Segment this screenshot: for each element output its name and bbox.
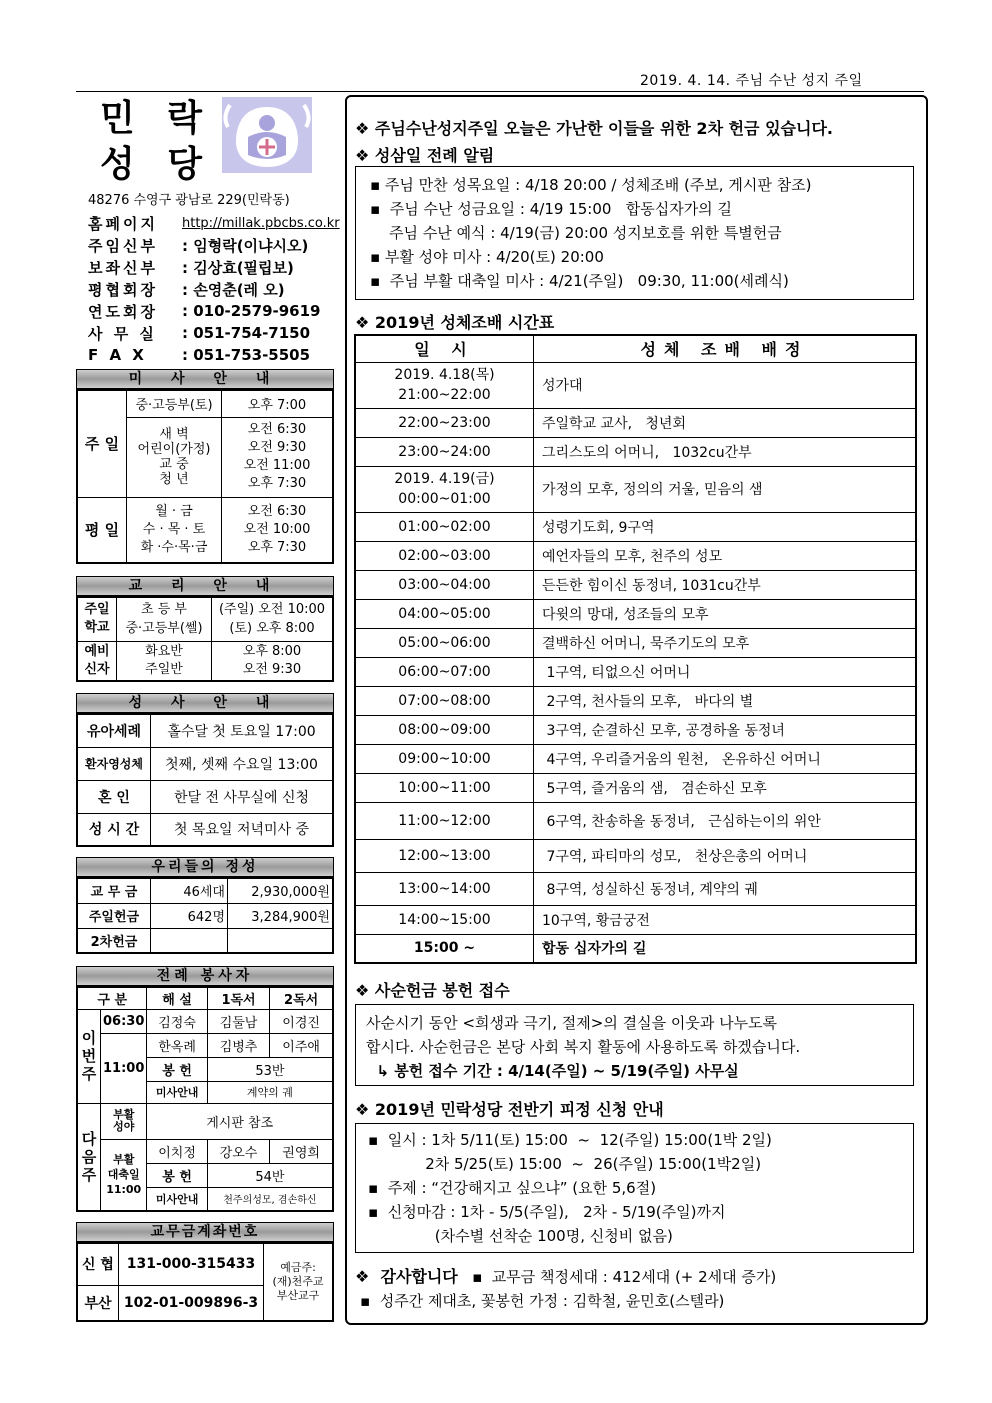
notice-second-collection: ❖ 주님수난성지주일 오늘은 가난한 이들을 위한 2차 헌금 있습니다. [355, 119, 833, 138]
server-cell: 53반 [207, 1057, 333, 1081]
mass-title: 미 사 안 내 [76, 369, 334, 389]
sacrament-title: 성 사 안 내 [76, 693, 334, 713]
homepage-link[interactable]: http://millak.pbcbs.co.kr [182, 215, 340, 231]
church-logo-icon [222, 97, 312, 173]
schedule-assignment: 다윗의 망대, 성조들의 모후 [534, 599, 917, 628]
schedule-assignment: 2구역, 천사들의 모후, 바다의 별 [534, 686, 917, 715]
mass-time: 오전 6:30 오전 10:00 오후 7:30 [222, 497, 334, 563]
church-name-line1: 민 락 [100, 98, 213, 139]
schedule-assignment: 가정의 모후, 정의의 거울, 믿음의 샘 [534, 466, 917, 512]
schedule-time: 22:00~23:00 [355, 408, 534, 437]
bank-name: 신 협 [77, 1243, 119, 1285]
mass-name: 새 벽 어린이(가정) 교 중 청 년 [127, 417, 222, 497]
server-cell: 김둘남 [207, 1009, 269, 1033]
liturgy-item: ▪ 주님 부활 대축일 미사 : 4/21(주일) 09:30, 11:00(세례식) [370, 272, 789, 290]
server-cell: 계약의 궤 [207, 1081, 333, 1103]
server-cell: 게시판 참조 [147, 1103, 333, 1139]
liturgy-item: ▪ 주님 수난 성금요일 : 4/19 15:00 합동십자가의 길 [370, 200, 732, 218]
schedule-assignment: 1구역, 티없으신 어머니 [534, 657, 917, 686]
sacrament-key: 혼 인 [77, 780, 151, 813]
schedule-heading: ❖ 2019년 성체조배 시간표 [355, 313, 555, 332]
doctrine-group: 주일 학교 [77, 597, 117, 641]
server-cell: 이경진 [270, 1009, 333, 1033]
schedule-assignment: 결백하신 어머니, 묵주기도의 모후 [534, 628, 917, 657]
thanks-heading: ❖ 감사합니다 [355, 1267, 458, 1286]
sacrament-key: 성 시 간 [77, 813, 151, 846]
liturgy-item: ▪ 부활 성야 미사 : 4/20(토) 20:00 [370, 248, 604, 266]
schedule-assignment: 10구역, 황금궁전 [534, 905, 917, 934]
schedule-time: 03:00~04:00 [355, 570, 534, 599]
info-row-council [88, 278, 346, 300]
info-row-assistant [88, 256, 346, 278]
parish-info [88, 189, 346, 366]
offering-count [151, 928, 228, 953]
schedule-time: 12:00~13:00 [355, 839, 534, 872]
server-role: 봉 헌 [147, 1163, 207, 1187]
schedule-assignment: 5구역, 즐거움의 샘, 겸손하신 모후 [534, 773, 917, 802]
sacrament-value: 첫째, 셋째 수요일 13:00 [151, 747, 334, 780]
info-value: : 손영춘(레 오) [182, 280, 285, 299]
retreat-line: ▪ 신청마감 : 1차 - 5/5(주일), 2차 - 5/19(주일)까지 [368, 1203, 726, 1221]
info-value: : 김상효(필립보) [182, 258, 294, 277]
this-week-label: 이 번 주 [77, 1009, 101, 1103]
schedule-assignment: 8구역, 성실하신 동정녀, 계약의 궤 [534, 872, 917, 905]
schedule-assignment: 예언자들의 모후, 천주의 성모 [534, 541, 917, 570]
info-key: 사 무 실 [88, 324, 157, 343]
info-value: : 051-753-5505 [182, 346, 311, 364]
retreat-line: ▪ 일시 : 1차 5/11(토) 15:00 ~ 12(주일) 15:00(1박 2일) [368, 1131, 772, 1149]
schedule-head: 일 시 [355, 335, 534, 362]
account-number: 102-01-009896-3 [119, 1285, 264, 1321]
servers-section [76, 966, 334, 1212]
schedule-time: 2019. 4.19(금) 00:00~01:00 [355, 466, 534, 512]
info-value: : 010-2579-9619 [182, 302, 321, 320]
schedule-time: 08:00~09:00 [355, 715, 534, 744]
schedule-assignment: 3구역, 순결하신 모후, 공경하올 동정녀 [534, 715, 917, 744]
sacrament-value: 한달 전 사무실에 신청 [151, 780, 334, 813]
schedule-head: 성체 조배 배정 [534, 335, 917, 362]
mass-name: 월 · 금 수 · 목 · 토 화 ·수·목·금 [127, 497, 222, 563]
mass-name: 중·고등부(토) [127, 390, 222, 417]
liturgy-box [355, 166, 914, 300]
sacrament-key: 환자영성체 [77, 747, 151, 780]
liturgy-item: 주님 수난 예식 : 4/19(금) 20:00 성지보호를 위한 특별헌금 [370, 224, 782, 242]
weekday-label: 평 일 [77, 497, 127, 563]
adoration-schedule-table [354, 334, 917, 964]
schedule-assignment: 주일학교 교사, 청년회 [534, 408, 917, 437]
server-cell: 김병추 [207, 1033, 269, 1057]
liturgy-item: ▪ 주님 만찬 성목요일 : 4/18 20:00 / 성체조배 (주보, 게시판 참조) [370, 176, 812, 194]
next-week-label: 다 음 주 [77, 1103, 101, 1211]
bulletin-date: 2019. 4. 14. 주님 수난 성지 주일 [640, 73, 863, 89]
schedule-time: 07:00~08:00 [355, 686, 534, 715]
schedule-time: 2019. 4.18(목) 21:00~22:00 [355, 362, 534, 408]
info-value: : 임형락(이냐시오) [182, 236, 309, 255]
server-cell: 권영희 [270, 1139, 333, 1163]
server-cell: 이주애 [270, 1033, 333, 1057]
mass-section [76, 369, 334, 564]
schedule-assignment: 성가대 [534, 362, 917, 408]
schedule-assignment: 그리스도의 어머니, 1032cu간부 [534, 437, 917, 466]
doctrine-time: 오후 8:00 오전 9:30 [212, 641, 334, 681]
servers-title: 전례 봉사자 [76, 966, 334, 986]
mass-time: 오후 7:00 [222, 390, 334, 417]
thanks-item: ▪ 성주간 제대초, 꽃봉헌 가정 : 김학철, 윤민호(스텔라) [360, 1292, 725, 1310]
account-number: 131-000-315433 [119, 1243, 264, 1285]
lent-heading: ❖ 사순헌금 봉헌 접수 [355, 981, 510, 1000]
info-key: 주임신부 [88, 236, 158, 255]
doctrine-time: (주일) 오전 10:00 (토) 오후 8:00 [212, 597, 334, 641]
account-title: 교무금계좌번호 [76, 1222, 334, 1242]
info-row-homepage [88, 212, 346, 234]
server-cell: 천주의성모, 겸손하신 [207, 1187, 333, 1211]
info-row-funeral [88, 300, 346, 322]
server-role: 봉 헌 [147, 1057, 207, 1081]
schedule-time: 14:00~15:00 [355, 905, 534, 934]
schedule-assignment: 4구역, 우리즐거움의 원천, 온유하신 어머니 [534, 744, 917, 773]
offering-amount: 2,930,000원 [228, 878, 334, 903]
retreat-line: ▪ 주제 : “건강해지고 싶으냐” (요한 5,6절) [368, 1179, 657, 1197]
retreat-line: 2차 5/25(토) 15:00 ~ 26(주일) 15:00(1박2일) [368, 1155, 762, 1173]
retreat-line: (차수별 선착순 100명, 신청비 없음) [368, 1227, 673, 1245]
server-role: 미사안내 [147, 1187, 207, 1211]
lent-period: ↳ 봉헌 접수 기간 : 4/14(주일) ~ 5/19(주일) 사무실 [366, 1062, 739, 1080]
offering-title: 우리들의 정성 [76, 857, 334, 877]
bank-name: 부산 [77, 1285, 119, 1321]
schedule-time: 02:00~03:00 [355, 541, 534, 570]
server-role: 미사안내 [147, 1081, 207, 1103]
info-key: 홈페이지 [88, 214, 158, 233]
servers-head: 구 분 [77, 987, 147, 1009]
offering-count: 46세대 [151, 878, 228, 903]
church-name [100, 96, 212, 188]
sacrament-key: 유아세례 [77, 714, 151, 747]
mass-time: 오전 6:30 오전 9:30 오전 11:00 오후 7:30 [222, 417, 334, 497]
server-cell: 김정숙 [147, 1009, 207, 1033]
church-name-line2: 성 당 [100, 144, 213, 185]
account-holder: 예금주: (재)천주교 부산교구 [264, 1243, 334, 1321]
server-time: 부활 대축일 11:00 [101, 1139, 147, 1211]
info-key: F A X [88, 346, 147, 364]
sunday-label: 주 일 [77, 390, 127, 497]
schedule-assignment: 7구역, 파티마의 성모, 천상은총의 어머니 [534, 839, 917, 872]
doctrine-section [76, 576, 334, 682]
schedule-time: 15:00 ~ [355, 934, 534, 963]
schedule-time: 10:00~11:00 [355, 773, 534, 802]
lent-box [355, 1004, 914, 1086]
offering-count: 642명 [151, 903, 228, 928]
schedule-time: 06:00~07:00 [355, 657, 534, 686]
schedule-time: 23:00~24:00 [355, 437, 534, 466]
offering-amount: 3,284,900원 [228, 903, 334, 928]
schedule-time: 09:00~10:00 [355, 744, 534, 773]
parish-address: 48276 수영구 광남로 229(민락동) [88, 193, 290, 208]
thanks-item: ▪ 교무금 책정세대 : 412세대 (+ 2세대 증가) [472, 1268, 777, 1286]
offering-section [76, 857, 334, 954]
schedule-assignment: 성령기도회, 9구역 [534, 512, 917, 541]
schedule-time: 13:00~14:00 [355, 872, 534, 905]
server-cell: 한옥례 [147, 1033, 207, 1057]
offering-key: 교 무 금 [77, 878, 151, 903]
offering-key: 주일헌금 [77, 903, 151, 928]
doctrine-title: 교 리 안 내 [76, 576, 334, 596]
doctrine-name: 초 등 부 중·고등부(쎌) [117, 597, 212, 641]
header-rule [76, 91, 924, 92]
retreat-box [355, 1123, 914, 1253]
lent-line: 합시다. 사순헌금은 본당 사회 복지 활동에 사용하도록 하겠습니다. [366, 1038, 801, 1056]
server-cell: 강오수 [207, 1139, 269, 1163]
schedule-assignment: 합동 십자가의 길 [534, 934, 917, 963]
doctrine-name: 화요반 주일반 [117, 641, 212, 681]
schedule-time: 01:00~02:00 [355, 512, 534, 541]
info-value: : 051-754-7150 [182, 324, 311, 342]
retreat-heading: ❖ 2019년 민락성당 전반기 피정 신청 안내 [355, 1100, 664, 1119]
schedule-time: 04:00~05:00 [355, 599, 534, 628]
sacrament-value: 첫 목요일 저녁미사 중 [151, 813, 334, 846]
schedule-assignment: 6구역, 찬송하올 동정녀, 근심하는이의 위안 [534, 802, 917, 839]
thanks-line [355, 1264, 776, 1287]
servers-head: 2독서 [270, 987, 333, 1009]
info-row-fax [88, 344, 346, 366]
info-key: 보좌신부 [88, 258, 158, 277]
server-cell: 54반 [207, 1163, 333, 1187]
schedule-time: 11:00~12:00 [355, 802, 534, 839]
server-time: 11:00 [101, 1033, 147, 1103]
info-row-office [88, 322, 346, 344]
schedule-time: 05:00~06:00 [355, 628, 534, 657]
server-time: 부활 성야 [101, 1103, 147, 1139]
server-time: 06:30 [101, 1009, 147, 1033]
servers-head: 1독서 [207, 987, 269, 1009]
lent-line: 사순시기 동안 <희생과 극기, 절제>의 결실을 이웃과 나누도록 [366, 1014, 778, 1032]
server-cell: 이치정 [147, 1139, 207, 1163]
sacrament-section [76, 693, 334, 847]
info-key: 평협회장 [88, 280, 158, 299]
doctrine-group: 예비 신자 [77, 641, 117, 681]
info-row-pastor [88, 234, 346, 256]
sacrament-value: 홀수달 첫 토요일 17:00 [151, 714, 334, 747]
offering-key: 2차헌금 [77, 928, 151, 953]
liturgy-heading: ❖ 성삼일 전례 알림 [355, 146, 495, 165]
info-key: 연도회장 [88, 302, 158, 321]
servers-head: 해 설 [147, 987, 207, 1009]
schedule-assignment: 든든한 힘이신 동정녀, 1031cu간부 [534, 570, 917, 599]
account-section [76, 1222, 334, 1322]
offering-amount [228, 928, 334, 953]
